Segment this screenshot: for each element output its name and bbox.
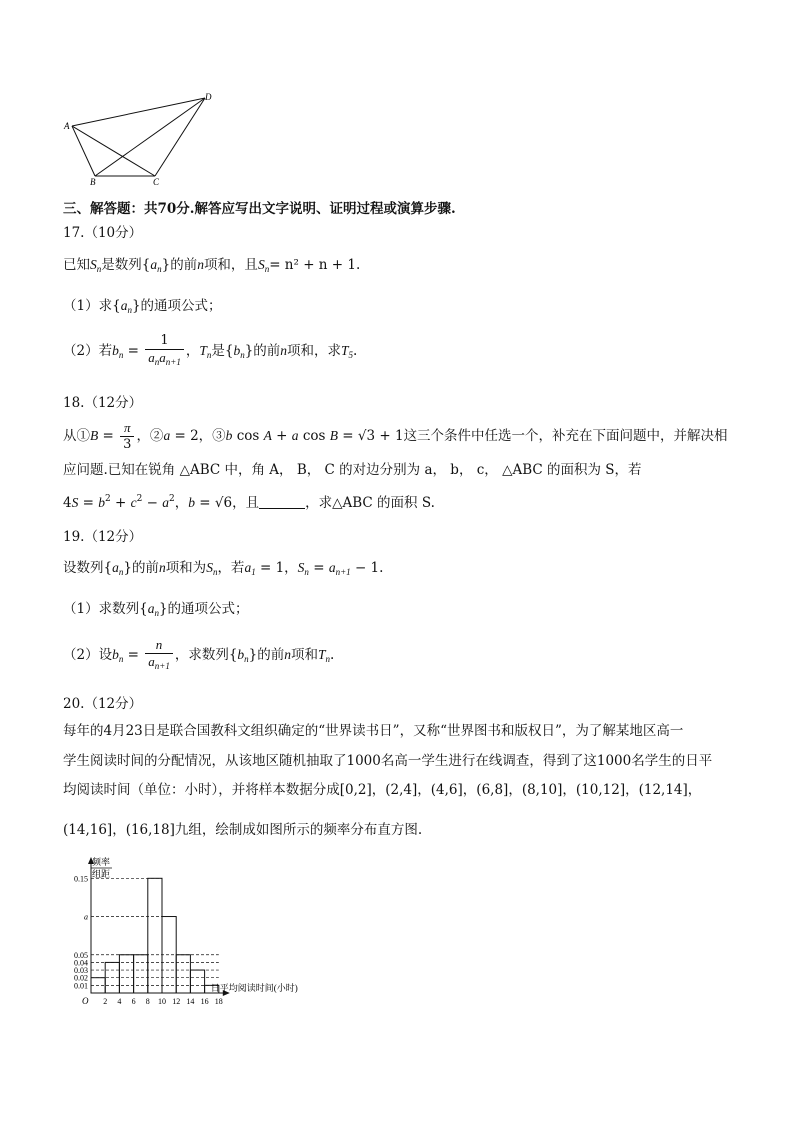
q18-line3: $4S = b^2 + c^2 - a^2$，b = √6，且 ，求△ABC 的面积 S. [63,494,435,511]
answer-blank[interactable] [259,496,305,509]
x-tick-label: 16 [200,997,209,1006]
section-heading: 三、解答题：共70分.解答应写出文字说明、证明过程或演算步骤. [63,201,456,217]
x-tick-label: 6 [131,997,136,1006]
q20-line4: (14,16]，(16,18]九组，绘制成如图所示的频率分布直方图. [63,822,423,838]
q20-line1: 每年的4月23日是联合国教科文组织确定的“世界读书日”，又称“世界图书和版权日”，为了解某地区高一 [63,723,684,739]
y-tick-label: 0.15 [74,874,88,884]
q17-header: 17.（10分） [63,225,143,241]
label-a: A [64,121,70,131]
q17-part2: （2）若$b_n$ = $\frac{1}{a_na_{n+1}}$ ，$T_n$是$\{b_n\}$的前n项和，求$T_5$. [63,333,358,367]
histogram-bar [119,955,133,993]
x-tick-label: 8 [145,997,150,1006]
origin-label: O [82,996,89,1006]
histogram-bar [162,917,176,993]
histogram-bar [148,878,162,993]
q19-stem: 设数列$\{a_n\}$的前n项和为$S_n$，若$a_1 = 1$，$S_n = a_{n+1} - 1$. [63,560,384,577]
q17-stem: 已知$S_n$是数列$\{a_n\}$的前n项和，且$S_n= n^2 + n + 1$. [63,257,361,274]
x-tick-label: 4 [117,997,122,1006]
q18-line2: 应问题.已知在锐角 △ABC 中，角 A， B， C 的对边分别为 a， b， c， △ABC 的面积为 S，若 [63,462,642,478]
label-c: C [153,177,160,187]
q20-line2: 学生阅读时间的分配情况，从该地区随机抽取了1000名高一学生进行在线调查，得到了这1000名学生的日平 [63,753,713,769]
q19-part1: （1）求数列$\{a_n\}$的通项公式； [63,601,249,618]
q18-line1: 从①B = $\frac{\pi}{3}$ ，②a = 2，③b cos A + a cos B = √3 + 1这三个条件中任选一个，补充在下面问题中，并解决相 [63,420,728,452]
histogram-bar [134,955,148,993]
y-label-bottom: 组距 [92,869,111,879]
x-tick-label: 14 [186,997,195,1006]
q20-header: 20.（12分） [63,696,143,712]
y-tick-label: 0.03 [74,966,88,976]
x-tick-label: 12 [172,997,181,1006]
q19-part2: （2）设$b_n$ = $\frac{n}{a_{n+1}}$ ，求数列$\{b_n\}$的前n项和$T_n$. [63,637,335,671]
q19-header: 19.（12分） [63,529,143,545]
x-axis-label: 日平均阅读时间(小时) [210,983,298,993]
segment-cd [155,98,205,176]
histogram-chart [58,852,318,1007]
x-tick-label: 2 [103,997,108,1006]
q20-line3: 均阅读时间（单位：小时），并将样本数据分成[0,2]，(2,4]，(4,6]，(6,8]，(8,10]，(10,12]，(12,14]， [63,782,702,798]
y-tick-label: 0.02 [74,973,88,983]
label-d: D [205,92,212,102]
quadrilateral-figure [60,88,220,188]
label-b: B [90,177,96,187]
q18-header: 18.（12分） [63,395,143,411]
y-label-top: 频率 [92,857,111,867]
y-tick-label: 0.04 [74,958,88,968]
histogram-bar [176,955,190,993]
x-tick-label: 18 [214,997,223,1006]
x-tick-label: 10 [158,997,166,1006]
y-tick-label: a [84,912,88,922]
histogram-bar [190,970,204,993]
q17-part1: （1）求$\{a_n\}$的通项公式； [63,298,222,315]
y-tick-label: 0.01 [74,981,88,991]
y-tick-label: 0.05 [74,950,88,960]
segment-ac [72,126,155,176]
